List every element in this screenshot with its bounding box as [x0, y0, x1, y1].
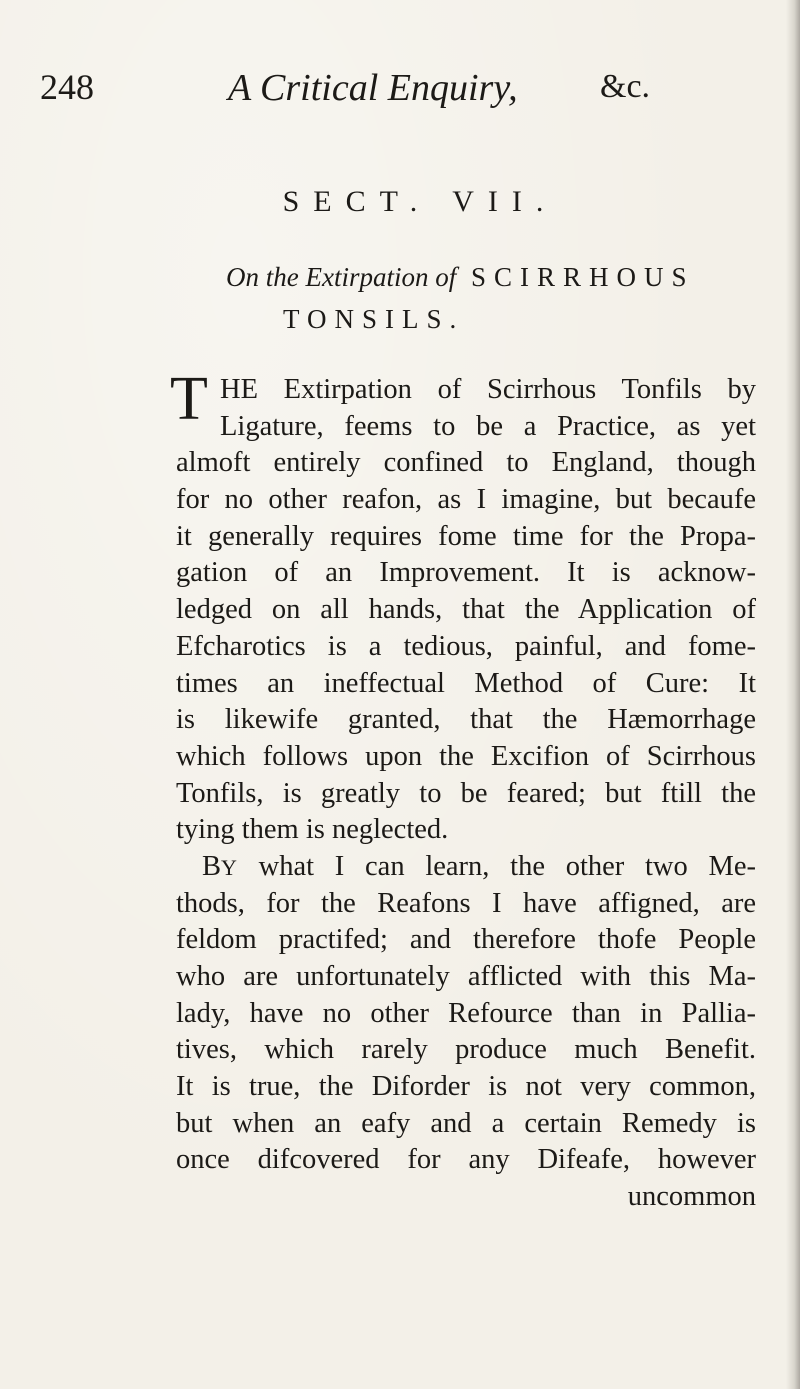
text-line: for no other reafon, as I imagine, but becaufe [176, 484, 756, 516]
text-line: Efcharotics is a tedious, painful, and fome- [176, 630, 756, 662]
section-heading: SECT. VII. [282, 185, 558, 218]
text-line: Ligature, feems to be a Practice, as yet [220, 410, 756, 442]
para-lead-smallcap: Y [221, 854, 238, 880]
para-lead-letter: B [202, 850, 222, 882]
text-line: thods, for the Reafons I have affigned, are [176, 887, 756, 919]
running-head [0, 58, 800, 118]
text-line: It is true, the Diforder is not very common, [176, 1071, 756, 1103]
text-line: is likewife granted, that the Hæmorrhage [176, 704, 756, 736]
text-line: tying them is neglected. [176, 814, 449, 846]
subtitle-italic-text: On the Extirpation of [226, 262, 457, 292]
section-subtitle-line-2: TONSILS. [283, 304, 465, 334]
page-edge-shadow [786, 0, 800, 1389]
text-line: almoft entirely confined to England, though [176, 447, 756, 479]
text-line: but when an eafy and a certain Remedy is [176, 1107, 756, 1139]
subtitle-caps-text: SCIRRHOUS [470, 262, 695, 292]
text-line: it generally requires fome time for the Propa- [176, 520, 756, 552]
text-line: lady, have no other Refource than in Pallia- [176, 997, 756, 1029]
catchword: uncommon [627, 1181, 756, 1213]
running-title-etc: &c. [600, 68, 651, 105]
text-line: which follows upon the Excifion of Scirrhous [176, 740, 756, 772]
text-line: ledged on all hands, that the Application of [176, 594, 756, 626]
text-line: feldom practifed; and therefore thofe People [176, 924, 756, 956]
text-line: tives, which rarely produce much Benefit. [176, 1034, 756, 1066]
running-title: A Critical Enquiry, [228, 67, 518, 109]
text-line: HE Extirpation of Scirrhous Tonfils by [220, 374, 756, 405]
text-line: Tonfils, is greatly to be feared; but ftill the [176, 777, 756, 809]
text-line: who are unfortunately afflicted with this Ma- [176, 961, 756, 992]
text-line: gation of an Improvement. It is acknow- [176, 557, 756, 589]
drop-cap: T [170, 365, 208, 433]
text-line: BY what I can learn, the other two Me- [202, 850, 756, 882]
section-subtitle-line-1 [226, 262, 695, 293]
text-line: once difcovered for any Difeafe, however [176, 1144, 756, 1176]
text-line: times an ineffectual Method of Cure: It [176, 667, 756, 699]
body-text [170, 365, 756, 1216]
page-number: 248 [40, 67, 94, 107]
